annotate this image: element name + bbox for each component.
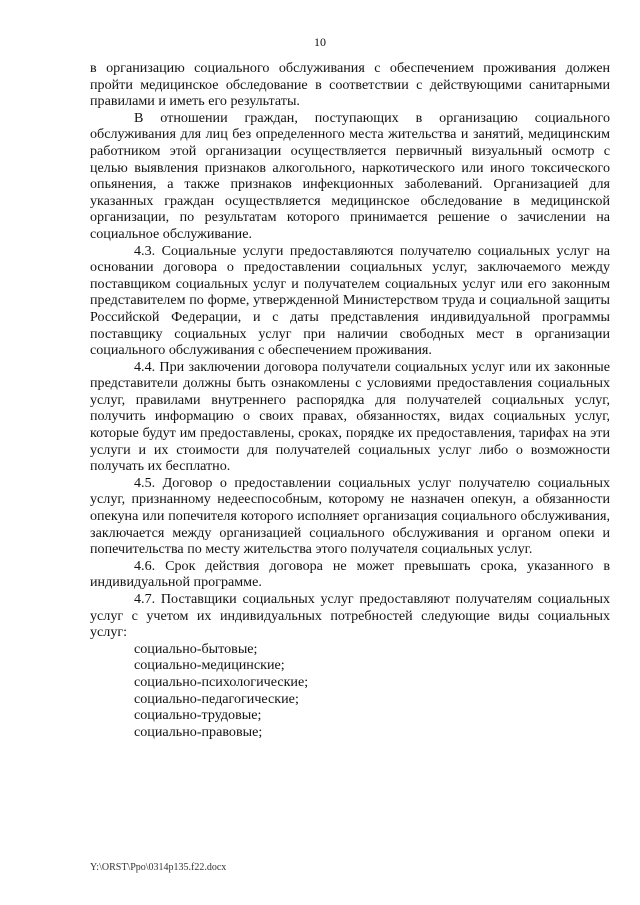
service-types-list — [90, 641, 610, 741]
paragraph-4-4: 4.4. При заключении договора получатели социальных услуг или их законные представители должны быть ознакомлены с условиями предоставления социальных услуг, правилами внутреннего распорядка для получателей социальных услуг, получить информацию о своих правах, обязанностях, видах социальных услуг, которые будут им предоставлены, сроках, порядке их предоставления, тарифах на эти услуги и их стоимости для получателей социальных услуг либо о возможности получать их бесплатно. — [90, 358, 610, 475]
paragraph-homeless-examination: В отношении граждан, поступающих в организацию социального обслуживания для лиц без определенного места жительства и занятий, медицинским работником этой организации осуществляется первичный визуальный осмотр с целью выявления признаков алкогольного, наркотического или иного токсического опьянения, а также признаков инфекционных заболеваний. Организацией для указанных граждан осуществляется медицинское обследование в медицинской организации, по результатам которого принимается решение о зачислении на социальное обслуживание. — [90, 109, 610, 242]
list-item: социально-правовые; — [134, 723, 263, 740]
paragraph-4-5: 4.5. Договор о предоставлении социальных услуг получателю социальных услуг, признанному недееспособным, которому не назначен опекун, а обязанности опекуна или попечителя которого исполняет организация социального обслуживания, заключается между организацией социального обслуживания и органом опеки и попечительства по месту жительства этого получателя социальных услуг. — [90, 474, 610, 558]
document-body — [90, 60, 610, 740]
paragraph-4-7: 4.7. Поставщики социальных услуг предоставляют получателям социальных услуг с учетом их индивидуальных потребностей следующие виды социальных услуг: — [90, 591, 610, 641]
paragraph-4-6: 4.6. Срок действия договора не может превышать срока, указанного в индивидуальной программе. — [90, 557, 610, 591]
paragraph-continuation: в организацию социального обслуживания с обеспечением проживания должен пройти медицинское обследование в соответствии с действующими санитарными правилами и иметь его результаты. — [90, 60, 610, 110]
list-item: социально-психологические; — [134, 673, 309, 690]
list-item: социально-педагогические; — [134, 690, 299, 707]
page-number: 10 — [314, 35, 326, 49]
list-item: социально-медицинские; — [134, 657, 285, 674]
list-item: социально-трудовые; — [134, 707, 262, 724]
footer-file-path: Y:\ORST\Ppo\0314p135.f22.docx — [90, 862, 227, 873]
paragraph-4-3: 4.3. Социальные услуги предоставляются получателю социальных услуг на основании договора о предоставлении социальных услуг, заключаемого между поставщиком социальных услуг и получателем социальных услуг или его законным представителем по форме, утвержденной Министерством труда и социальной защиты Российской Федерации, и с даты представления индивидуальной программы поставщику социальных услуг при наличии свободных мест в организации социального обслуживания с обеспечением проживания. — [90, 242, 610, 359]
list-item: социально-бытовые; — [134, 640, 258, 657]
